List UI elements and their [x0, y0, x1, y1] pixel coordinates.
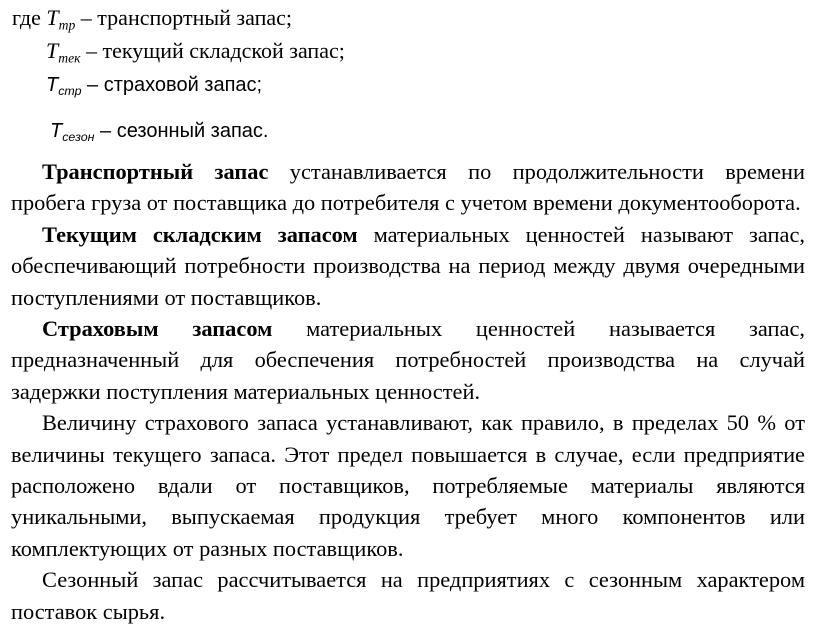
paragraph-seasonal-stock [11, 564, 805, 627]
symbol-t-tek: $Т_{тек}$ [46, 38, 81, 66]
paragraph-text: Величину страхового запаса устанавливают, как правило, в пределах 50 % от величины текущего запаса. Этот предел повышается в случае, если предприятие расположено вдали от поставщиков, потребляемые материалы являются уникальными, выпускаемая продукция требует много компонентов или комплектующих от разных поставщиков. [11, 410, 805, 561]
paragraph-transport-stock [11, 156, 805, 219]
definition-transport-stock [12, 5, 292, 38]
paragraph-text: материальных ценностей называется запас, предназначенный для обеспечения потребностей производства на случай задержки поступления материальных ценностей. [11, 316, 805, 404]
paragraph-current-stock [11, 219, 805, 313]
definition-safety-stock [46, 72, 262, 104]
paragraph-safety-stock [11, 313, 805, 407]
definition-text: – сезонный запас. [94, 120, 269, 142]
definition-current-stock [46, 38, 345, 71]
body-text [11, 156, 805, 627]
paragraph-safety-stock-size [11, 407, 805, 564]
definition-prefix: где [12, 5, 47, 30]
symbol-t-tr: $Т_{тр}$ [46, 5, 76, 33]
term-bold: Транспортный запас [42, 159, 269, 184]
paragraph-text: Сезонный запас рассчитывается на предприятиях с сезонным характером поставок сырья. [11, 567, 805, 624]
definition-text: – текущий складской запас; [80, 38, 345, 63]
term-bold: Текущим складским запасом [42, 221, 358, 247]
definition-seasonal-stock [50, 118, 268, 150]
paragraph-text: устанавливается по продолжительности времени пробега груза от поставщика до потребителя с учетом времени документооборота. [11, 159, 805, 216]
term-bold: Страховым запасом [42, 316, 273, 342]
paragraph-text: материальных ценностей называют запас, обеспечивающий потребности производства на период между двумя очередными поступлениями от поставщиков. [11, 221, 805, 310]
symbol-t-sezon: $Т_{сезон}$ [50, 120, 95, 144]
definition-text: – транспортный запас; [75, 5, 292, 30]
definition-text: – страховой запас; [81, 74, 263, 96]
symbol-t-str: $Т_{стр}$ [46, 74, 82, 98]
